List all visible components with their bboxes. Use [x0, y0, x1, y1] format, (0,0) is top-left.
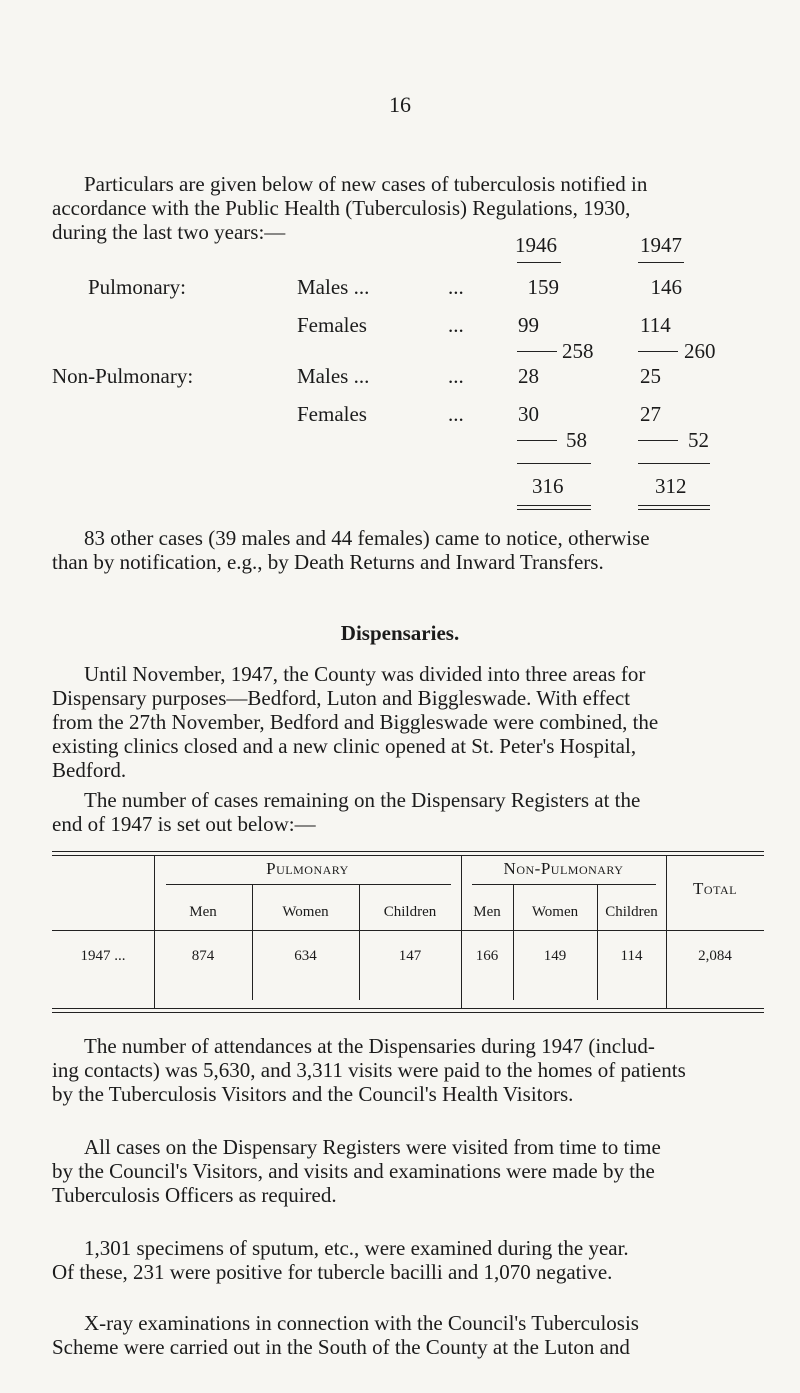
pulmonary-females-1947: 114	[640, 313, 671, 337]
other-cases-line-1: 83 other cases (39 males and 44 females) came to notice, otherwise	[84, 526, 650, 550]
pulmonary-subtotal-1947: 260	[684, 339, 716, 363]
pulmonary-males-1946: 159	[527, 275, 559, 299]
subheader-men: Men	[189, 904, 217, 920]
non-pulmonary-females-label: Females	[297, 402, 367, 426]
year-1946: 1946	[515, 233, 557, 257]
intro-line-3: during the last two years:—	[52, 220, 286, 244]
pulmonary-label: Pulmonary:	[88, 275, 186, 299]
other-cases-line-2: than by notification, e.g., by Death Returns and Inward Transfers.	[52, 550, 604, 574]
text-line: The number of attendances at the Dispensaries during 1947 (includ-	[84, 1034, 655, 1058]
subheader-men: Men	[473, 904, 501, 920]
double-rule-1946	[517, 505, 591, 510]
text-line: by the Council's Visitors, and visits and examinations were made by the	[52, 1159, 655, 1183]
cell-total: 2,084	[698, 948, 732, 964]
header-pulmonary: Pulmonary	[266, 859, 349, 878]
intro-line-2: accordance with the Public Health (Tuberculosis) Regulations, 1930,	[52, 196, 631, 220]
col-divider	[359, 885, 360, 1000]
page-number: 16	[389, 92, 411, 117]
non-pulmonary-females-1946: 30	[518, 402, 539, 426]
non-pulmonary-subtotal-1947: 52	[688, 428, 709, 452]
total-rule-1947	[638, 463, 710, 464]
total-rule-1946	[517, 463, 591, 464]
subheader-children: Children	[605, 904, 658, 920]
pulmonary-females-label: Females	[297, 313, 367, 337]
pulmonary-males-1947: 146	[650, 275, 682, 299]
text-line: Tuberculosis Officers as required.	[52, 1183, 337, 1207]
subtotal-dash	[517, 440, 557, 441]
grand-total-1947: 312	[655, 474, 687, 498]
subheader-women: Women	[531, 904, 579, 920]
cell-non-pulmonary-women: 149	[543, 948, 567, 964]
text-line: The number of cases remaining on the Dispensary Registers at the	[84, 788, 641, 812]
non-pulmonary-males-1946: 28	[518, 364, 539, 388]
subheader-rule	[166, 884, 451, 885]
table-bottom-rule	[52, 1008, 764, 1013]
dispensaries-paragraph-2	[52, 788, 742, 836]
dispensaries-paragraph-1	[52, 662, 742, 782]
xray-paragraph	[52, 1311, 742, 1359]
visits-paragraph	[52, 1135, 742, 1207]
text-line: X-ray examinations in connection with the Council's Tuberculosis	[84, 1311, 639, 1335]
col-divider	[597, 885, 598, 1000]
leader-dots: ...	[448, 364, 464, 388]
text-line: by the Tuberculosis Visitors and the Council's Health Visitors.	[52, 1082, 574, 1106]
pulmonary-males-label: Males ...	[297, 275, 370, 299]
year-1947: 1947	[640, 233, 682, 257]
intro-line-1: Particulars are given below of new cases of tuberculosis notified in	[84, 172, 648, 196]
dispensaries-heading: Dispensaries.	[340, 621, 460, 645]
header-non-pulmonary: Non-Pulmonary	[503, 859, 624, 878]
text-line: Until November, 1947, the County was divided into three areas for	[84, 662, 646, 686]
double-rule-1947	[638, 505, 710, 510]
non-pulmonary-males-label: Males ...	[297, 364, 370, 388]
col-divider	[252, 885, 253, 1000]
subtotal-dash	[517, 351, 557, 352]
text-line: ing contacts) was 5,630, and 3,311 visits were paid to the homes of patients	[52, 1058, 686, 1082]
cell-pulmonary-women: 634	[294, 948, 317, 964]
cell-non-pulmonary-men: 166	[475, 948, 499, 964]
non-pulmonary-label: Non-Pulmonary:	[52, 364, 194, 388]
subtotal-dash	[638, 440, 678, 441]
row-label: 1947 ...	[80, 948, 126, 964]
header-total: Total	[693, 879, 737, 898]
year-1946-underline	[517, 262, 561, 263]
leader-dots: ...	[448, 402, 464, 426]
other-cases-paragraph	[52, 526, 742, 574]
subheader-rule	[472, 884, 656, 885]
year-1947-underline	[638, 262, 684, 263]
text-line: 1,301 specimens of sputum, etc., were examined during the year.	[84, 1236, 629, 1260]
table-top-rule	[52, 851, 764, 856]
text-line: end of 1947 is set out below:—	[52, 812, 316, 836]
text-line: Bedford.	[52, 758, 127, 782]
pulmonary-females-1946: 99	[518, 313, 539, 337]
cell-pulmonary-men: 874	[191, 948, 215, 964]
leader-dots: ...	[448, 313, 464, 337]
text-line: Of these, 231 were positive for tubercle bacilli and 1,070 negative.	[52, 1260, 613, 1284]
col-divider	[513, 885, 514, 1000]
text-line: All cases on the Dispensary Registers were visited from time to time	[84, 1135, 661, 1159]
pulmonary-subtotal-1946: 258	[562, 339, 594, 363]
cell-pulmonary-children: 147	[398, 948, 422, 964]
attendances-paragraph	[52, 1034, 742, 1106]
text-line: existing clinics closed and a new clinic opened at St. Peter's Hospital,	[52, 734, 637, 758]
text-line: Dispensary purposes—Bedford, Luton and Biggleswade. With effect	[52, 686, 631, 710]
sputum-paragraph	[52, 1236, 742, 1284]
leader-dots: ...	[448, 275, 464, 299]
subtotal-dash	[638, 351, 678, 352]
non-pulmonary-males-1947: 25	[640, 364, 661, 388]
text-line: from the 27th November, Bedford and Biggleswade were combined, the	[52, 710, 659, 734]
grand-total-1946: 316	[532, 474, 564, 498]
header-body-rule	[52, 930, 764, 931]
subheader-children: Children	[383, 904, 437, 920]
non-pulmonary-females-1947: 27	[640, 402, 661, 426]
text-line: Scheme were carried out in the South of the County at the Luton and	[52, 1335, 630, 1359]
intro-paragraph	[52, 172, 742, 244]
non-pulmonary-subtotal-1946: 58	[566, 428, 587, 452]
cell-non-pulmonary-children: 114	[620, 948, 643, 964]
subheader-women: Women	[282, 904, 329, 920]
